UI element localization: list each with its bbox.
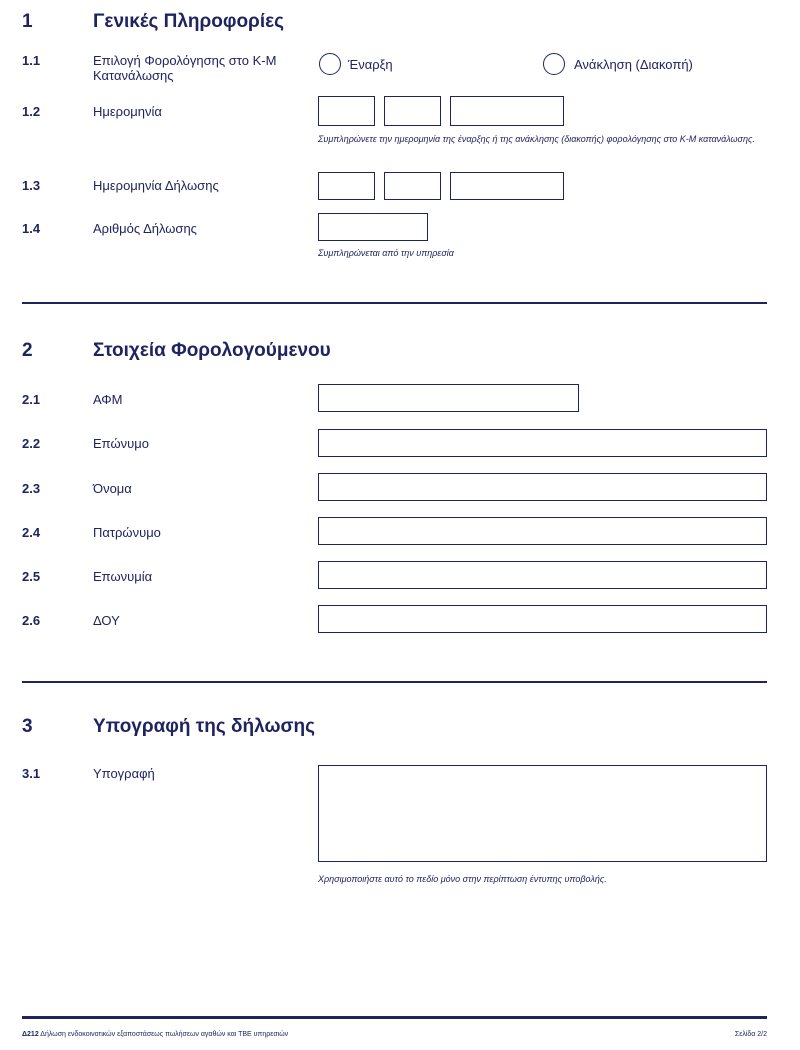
field-1-3-number: 1.3	[22, 178, 41, 193]
field-2-3-label: Όνομα	[93, 481, 132, 496]
field-2-5-label: Επωνυμία	[93, 569, 153, 584]
declaration-date-month-input[interactable]	[384, 172, 441, 200]
field-1-4-number: 1.4	[22, 221, 41, 236]
signature-box[interactable]	[318, 765, 767, 862]
section-divider	[22, 681, 767, 683]
company-name-input[interactable]	[318, 561, 767, 589]
date-note: Συμπληρώνετε την ημερομηνία της έναρξης ή της ανάκλησης (διακοπής) φορολόγησης στο Κ-Μ κατανάλωσης.	[318, 134, 755, 144]
section-2-number: 2	[22, 340, 33, 361]
date-day-input[interactable]	[318, 96, 375, 126]
field-2-1-number: 2.1	[22, 392, 41, 407]
field-2-5-number: 2.5	[22, 569, 41, 584]
first-name-input[interactable]	[318, 473, 767, 501]
radio-start[interactable]	[319, 53, 341, 75]
footer-form-title: Δήλωση ενδοκοινοτικών εξαποστάσεως πωλήσεων αγαθών και ΤΒΕ υπηρεσιών	[40, 1031, 289, 1038]
field-2-3-number: 2.3	[22, 481, 41, 496]
field-2-6-label: ΔΟΥ	[93, 613, 120, 628]
field-2-4-number: 2.4	[22, 525, 41, 540]
section-1-title: Γενικές Πληροφορίες	[93, 11, 284, 32]
field-1-3-label: Ημερομηνία Δήλωσης	[93, 178, 219, 193]
date-month-input[interactable]	[384, 96, 441, 126]
field-1-1-number: 1.1	[22, 53, 41, 68]
field-2-4-label: Πατρώνυμο	[93, 525, 161, 540]
tax-office-input[interactable]	[318, 605, 767, 633]
signature-note: Χρησιμοποιήστε αυτό το πεδίο μόνο στην περίπτωση έντυπης υποβολής.	[318, 874, 607, 884]
radio-start-label: Έναρξη	[348, 57, 393, 72]
afm-input[interactable]	[318, 384, 579, 412]
declaration-date-day-input[interactable]	[318, 172, 375, 200]
declaration-number-note: Συμπληρώνεται από την υπηρεσία	[318, 248, 454, 258]
field-1-2-number: 1.2	[22, 104, 41, 119]
footer-page-number: Σελίδα 2/2	[734, 1031, 767, 1038]
section-divider	[22, 302, 767, 304]
field-1-4-label: Αριθμός Δήλωσης	[93, 221, 197, 236]
radio-cancel[interactable]	[543, 53, 565, 75]
date-year-input[interactable]	[450, 96, 564, 126]
footer-form-code: Δ212	[22, 1031, 39, 1038]
field-2-1-label: ΑΦΜ	[93, 392, 123, 407]
surname-input[interactable]	[318, 429, 767, 457]
field-3-1-label: Υπογραφή	[93, 766, 155, 781]
declaration-date-year-input[interactable]	[450, 172, 564, 200]
field-3-1-number: 3.1	[22, 766, 41, 781]
field-2-6-number: 2.6	[22, 613, 41, 628]
section-3-title: Υπογραφή της δήλωσης	[93, 716, 316, 737]
section-1-number: 1	[22, 11, 33, 32]
father-name-input[interactable]	[318, 517, 767, 545]
footer-form-info	[22, 1031, 288, 1038]
field-2-2-number: 2.2	[22, 436, 41, 451]
section-2-title: Στοιχεία Φορολογούμενου	[93, 340, 331, 361]
field-2-2-label: Επώνυμο	[93, 436, 149, 451]
radio-cancel-label: Ανάκληση (Διακοπή)	[574, 57, 693, 72]
field-1-1-label: Επιλογή Φορολόγησης στο Κ-Μ Κατανάλωσης	[93, 53, 277, 83]
declaration-number-input[interactable]	[318, 213, 428, 241]
footer-rule	[22, 1016, 767, 1019]
field-1-2-label: Ημερομηνία	[93, 104, 162, 119]
section-3-number: 3	[22, 716, 33, 737]
